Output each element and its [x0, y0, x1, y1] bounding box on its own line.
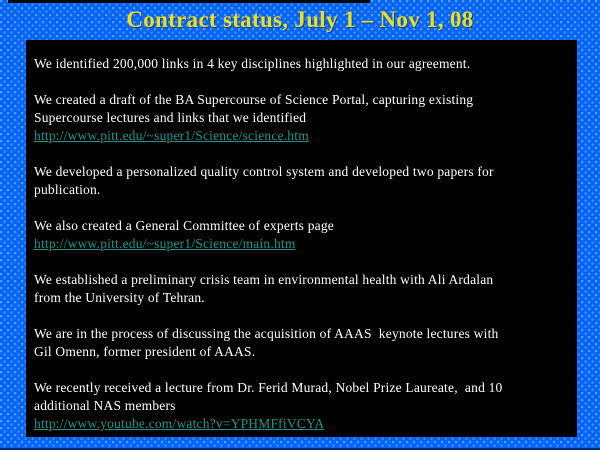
paragraph [34, 271, 571, 307]
paragraph-line: We created a draft of the BA Supercourse of Science Portal, capturing existing [34, 92, 474, 107]
paragraph-line: Gil Omenn, former president of AAAS. [34, 344, 256, 359]
hyperlink[interactable]: http://www.pitt.edu/~super1/Science/main.htm [34, 236, 296, 251]
paragraph-line: additional NAS members [34, 398, 176, 413]
paragraph-line: We are in the process of discussing the acquisition of AAAS keynote lectures with [34, 326, 499, 341]
paragraph [34, 55, 571, 73]
paragraph-line: We developed a personalized quality control system and developed two papers for [34, 164, 494, 179]
paragraph [34, 379, 571, 433]
paragraph-line: We established a preliminary crisis team in environmental health with Ali Ardalan [34, 272, 494, 287]
top-border-line [8, 0, 370, 3]
slide-title: Contract status, July 1 – Nov 1, 08 [126, 7, 474, 32]
paragraph-line: We also created a General Committee of experts page [34, 218, 334, 233]
hyperlink[interactable]: http://www.pitt.edu/~super1/Science/science.htm [34, 128, 309, 143]
hyperlink[interactable]: http://www.youtube.com/watch?v=YPHMFfiVCYA [34, 416, 325, 431]
paragraph [34, 163, 571, 199]
paragraph [34, 217, 571, 253]
content-box [26, 40, 577, 437]
paragraph-line: publication. [34, 182, 101, 197]
paragraph-line: Supercourse lectures and links that we identified [34, 110, 307, 125]
paragraph [34, 91, 571, 145]
paragraph-line: from the University of Tehran. [34, 290, 205, 305]
paragraph [34, 325, 571, 361]
paragraph-line: We recently received a lecture from Dr. Ferid Murad, Nobel Prize Laureate, and 10 [34, 380, 503, 395]
paragraph-line: We identified 200,000 links in 4 key disciplines highlighted in our agreement. [34, 56, 471, 71]
